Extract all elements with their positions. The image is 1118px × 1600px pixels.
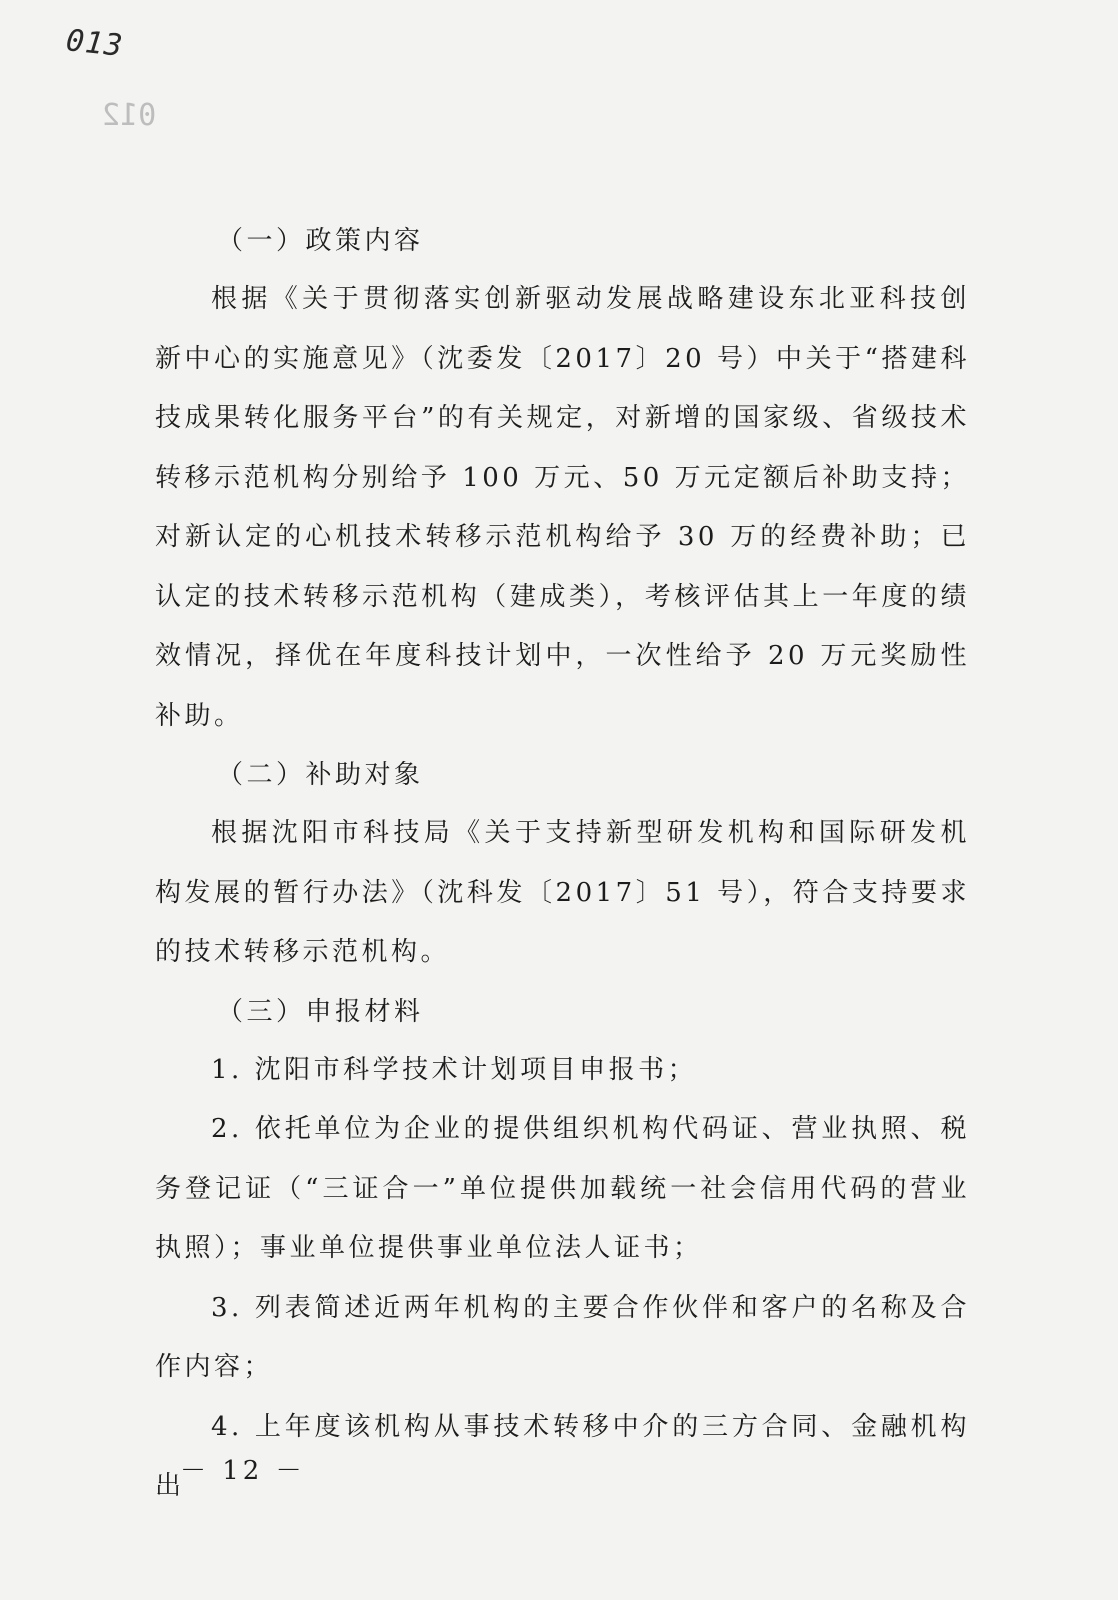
materials-item-2: 2. 依托单位为企业的提供组织机构代码证、营业执照、税务登记证（“三证合一”单位提供加载统一社会信用代码的营业执照）；事业单位提供事业单位法人证书；	[155, 1114, 970, 1263]
materials-item-4: 4. 上年度该机构从事技术转移中介的三方合同、金融机构出	[155, 1411, 970, 1501]
section-heading-subsidy-target: （二）补助对象	[217, 760, 424, 790]
page-number: － 12 －	[180, 1456, 306, 1486]
materials-item-1: 1. 沈阳市科学技术计划项目申报书；	[211, 1054, 698, 1085]
document-body	[155, 212, 970, 1517]
handwritten-page-number: 013	[64, 23, 125, 64]
subsidy-target-paragraph: 根据沈阳市科技局《关于支持新型研发机构和国际研发机构发展的暂行办法》（沈科发〔2017〕51 号），符合支持要求的技术转移示范机构。	[155, 818, 970, 967]
mirrored-stamp-number: 012	[102, 98, 157, 133]
section-heading-materials: （三）申报材料	[217, 996, 424, 1027]
policy-paragraph: 根据《关于贯彻落实创新驱动发展战略建设东北亚科技创新中心的实施意见》（沈委发〔2017〕20 号）中关于“搭建科技成果转化服务平台”的有关规定，对新增的国家级、省级技术转移示范机构分别给予 100 万元、50 万元定额后补助支持；对新认定的心机技术转移示范机构给予 30 万的经费补助；已认定的技术转移示范机构（建成类），考核评估其上一年度的绩效情况，择优在年度科技计划中，一次性给予 20 万元奖励性补助。	[155, 284, 970, 731]
section-heading-policy: （一）政策内容	[217, 226, 424, 256]
materials-item-3: 3. 列表简述近两年机构的主要合作伙伴和客户的名称及合作内容；	[155, 1292, 970, 1382]
